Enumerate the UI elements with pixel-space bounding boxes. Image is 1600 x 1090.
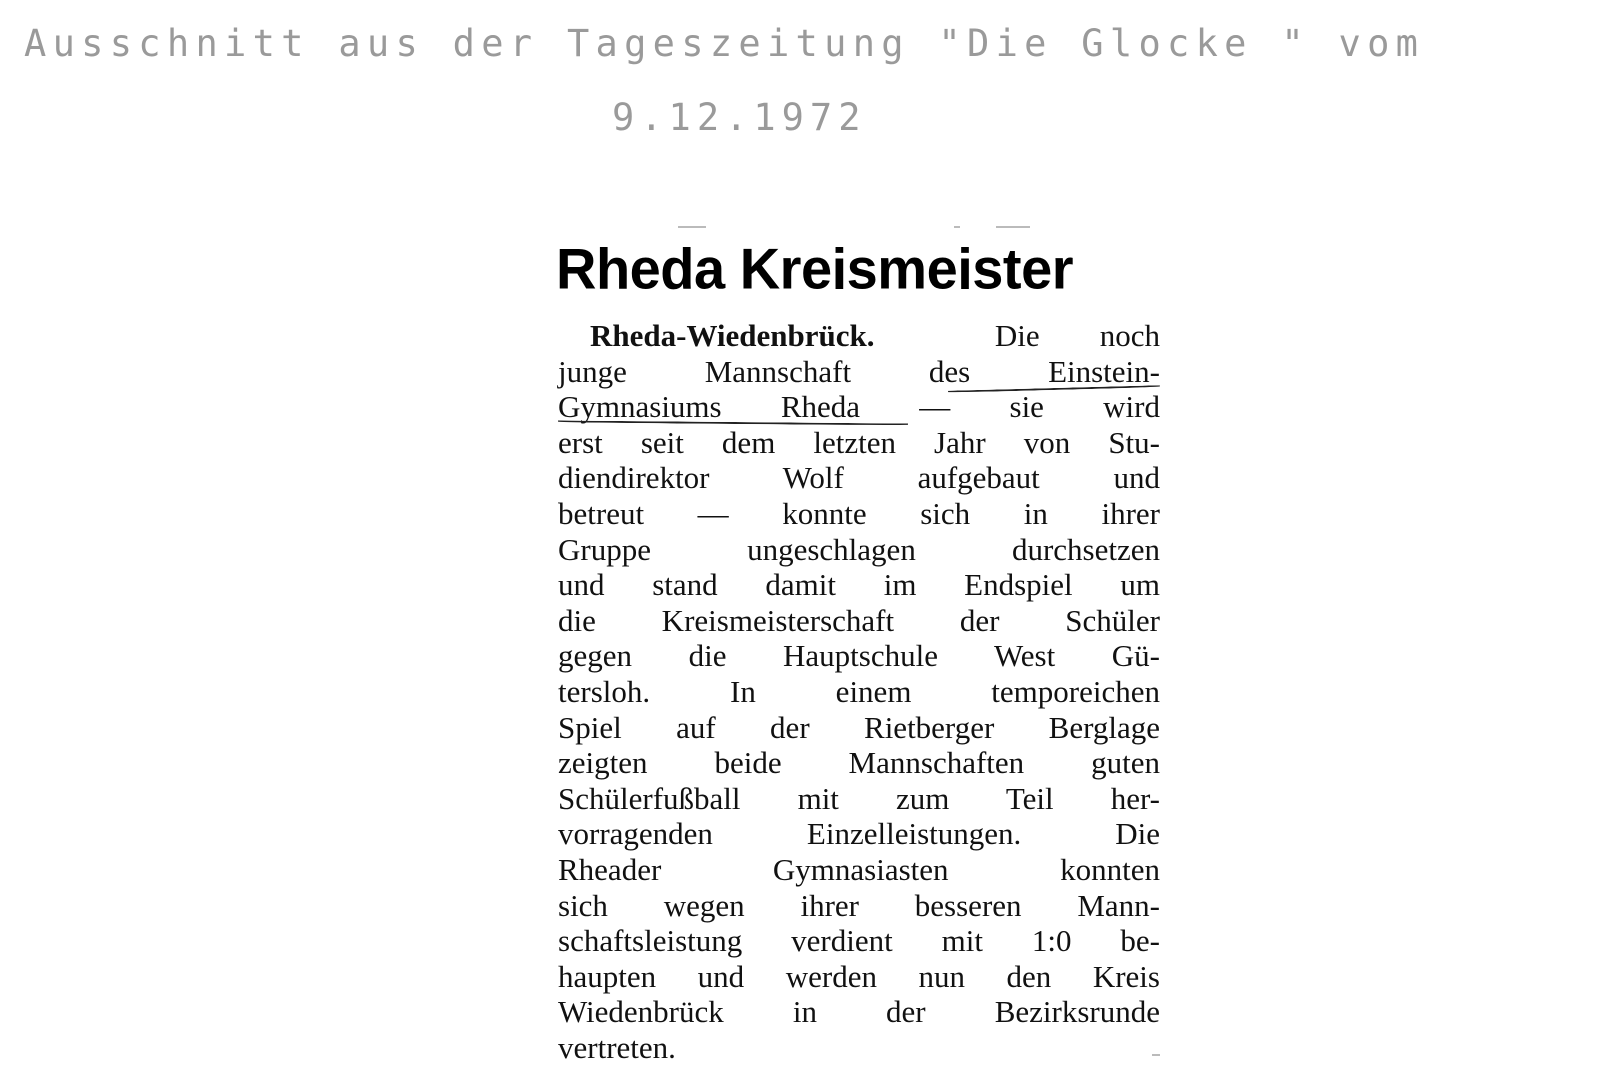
article-line: haupten und werden nun den Kreis bbox=[558, 958, 1160, 994]
article-line: Wiedenbrück in der Bezirksrunde bbox=[558, 994, 1160, 1030]
scan-speck bbox=[1152, 1054, 1160, 1056]
article-line: tersloh. In einem temporeichen bbox=[558, 673, 1160, 709]
article-line: Spiel auf der Rietberger Berglage bbox=[558, 709, 1160, 745]
article-line: und stand damit im Endspiel um bbox=[558, 567, 1160, 603]
article-headline: Rheda Kreismeister bbox=[556, 236, 1074, 301]
article-line: junge Mannschaft des Einstein- bbox=[558, 353, 1160, 389]
article-line: betreut — konnte sich in ihrer bbox=[558, 495, 1160, 531]
article-line: diendirektor Wolf aufgebaut und bbox=[558, 460, 1160, 496]
article-line: Rheader Gymnasiasten konnten bbox=[558, 851, 1160, 887]
article-first-line bbox=[558, 318, 1160, 354]
article-line: sich wegen ihrer besseren Mann- bbox=[558, 887, 1160, 923]
article-line: vertreten. bbox=[558, 1029, 676, 1065]
typed-header-date: 9.12.1972 bbox=[612, 96, 867, 139]
article-body bbox=[558, 318, 1160, 1065]
decorative-rule-marks bbox=[678, 226, 1038, 228]
article-line: zeigten beide Mannschaften guten bbox=[558, 745, 1160, 781]
article-line: vorragenden Einzelleistungen. Die bbox=[558, 816, 1160, 852]
article-line: schaftsleistung verdient mit 1:0 be- bbox=[558, 923, 1160, 959]
article-line: erst seit dem letzten Jahr von Stu- bbox=[558, 424, 1160, 460]
typed-header-line-1: Ausschnitt aus der Tageszeitung "Die Glocke " vom bbox=[24, 22, 1425, 65]
article-line: Die noch bbox=[994, 318, 1160, 353]
article-line: gegen die Hauptschule West Gü- bbox=[558, 638, 1160, 674]
article-line: Schülerfußball mit zum Teil her- bbox=[558, 780, 1160, 816]
article-dateline: Rheda-Wiedenbrück. bbox=[590, 318, 875, 353]
article-line: die Kreismeisterschaft der Schüler bbox=[558, 602, 1160, 638]
article-line: Gymnasiums Rheda — sie wird bbox=[558, 389, 1160, 425]
article-line: Gruppe ungeschlagen durchsetzen bbox=[558, 531, 1160, 567]
